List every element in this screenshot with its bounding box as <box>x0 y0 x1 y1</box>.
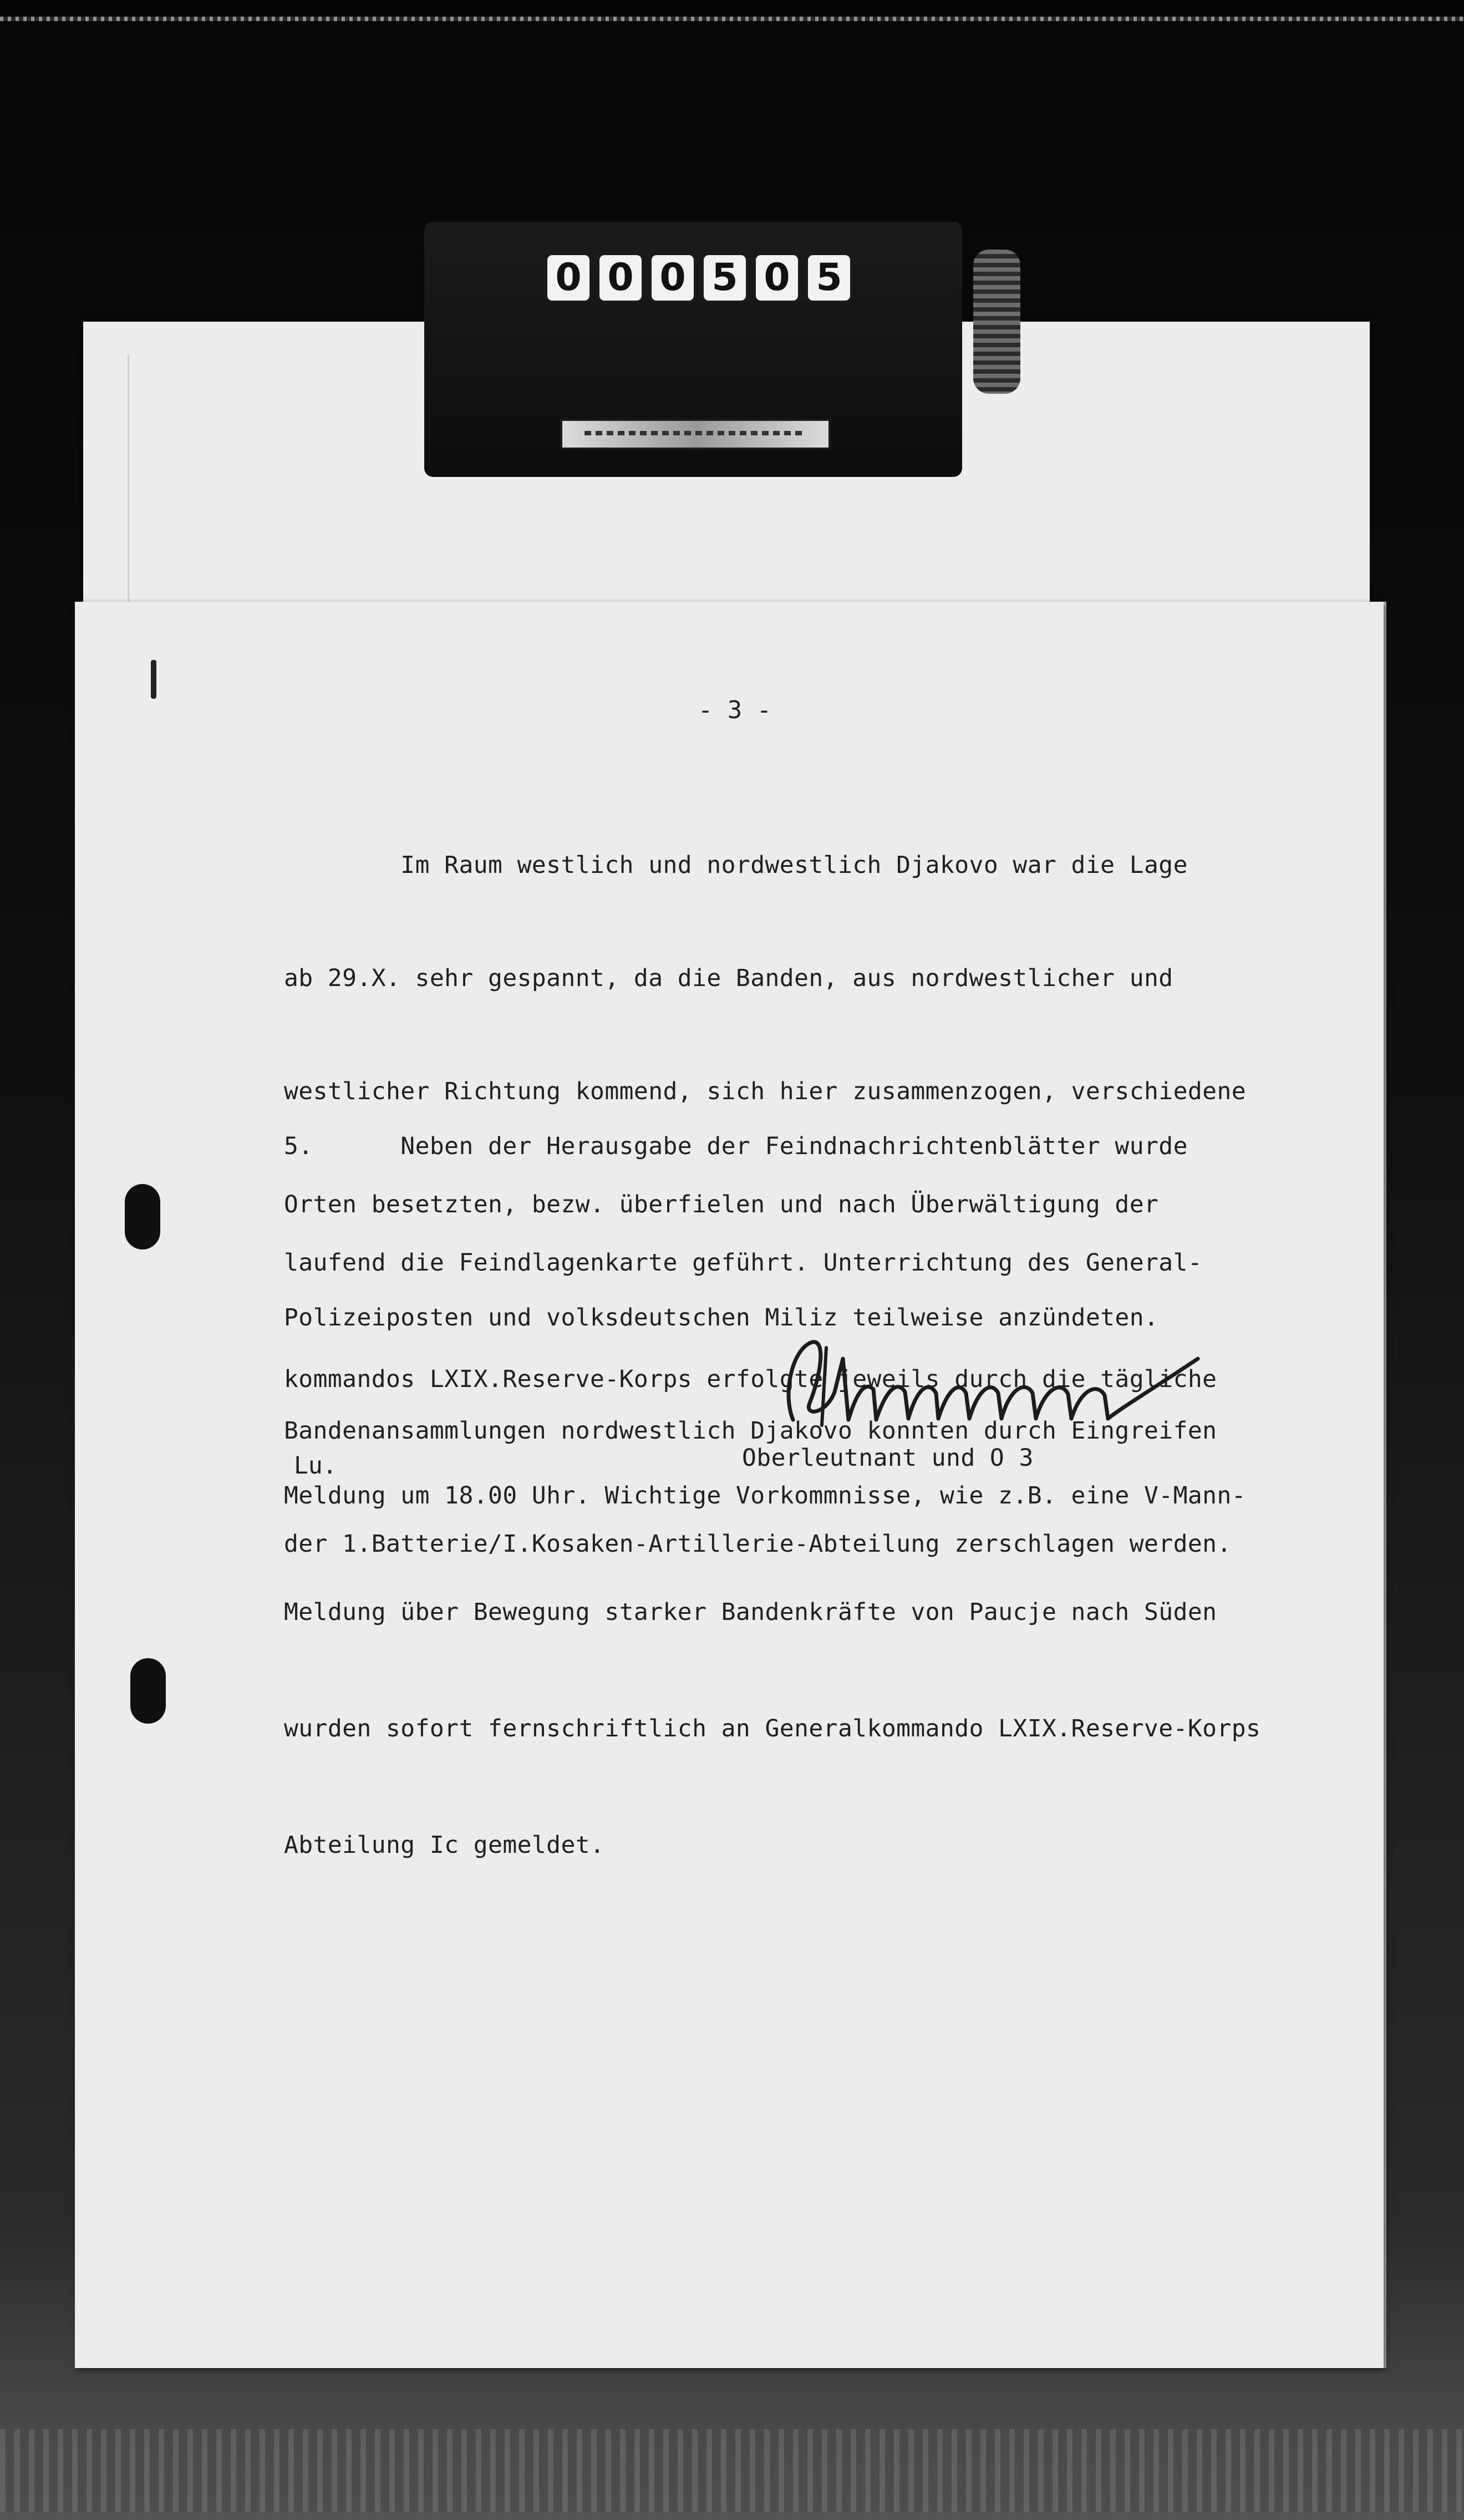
film-edge-top <box>0 17 1464 21</box>
counter-digit: 0 <box>649 252 697 303</box>
text-line: Orten besetzten, bezw. überfielen und nach Überwältigung der <box>284 1191 1159 1218</box>
back-sheet-fold-line <box>128 355 129 621</box>
text-line: ab 29.X. sehr gespannt, da die Banden, aus nordwestlicher und <box>284 964 1173 992</box>
page-number: - 3 - <box>698 696 772 724</box>
text-line: laufend die Feindlagenkarte geführt. Unterrichtung des General- <box>284 1249 1203 1277</box>
pencil-mark <box>151 660 156 699</box>
text-line: wurden sofort fernschriftlich an Generalkommando LXIX.Reserve-Korps <box>284 1715 1261 1742</box>
counter-digit: 5 <box>805 252 853 303</box>
film-edge-bottom <box>0 2429 1464 2512</box>
counter-digit: 0 <box>753 252 801 303</box>
punch-hole-icon <box>130 1658 166 1724</box>
counter-knob-icon <box>973 250 1020 394</box>
counter-label-plate <box>560 419 831 450</box>
text-line: kommandos LXIX.Reserve-Korps erfolgte jeweils durch die tägliche <box>284 1365 1217 1393</box>
counter-digit: 0 <box>597 252 644 303</box>
text-line: Meldung um 18.00 Uhr. Wichtige Vorkommnisse, wie z.B. eine V-Mann- <box>284 1482 1247 1510</box>
handwritten-signature <box>760 1325 1203 1447</box>
text-line: Polizeiposten und volksdeutschen Miliz teilweise anzündeten. <box>284 1304 1159 1332</box>
text-line: Meldung über Bewegung starker Bandenkräfte von Paucje nach Süden <box>284 1598 1217 1626</box>
counter-digits <box>545 252 855 303</box>
signatory-rank: Oberleutnant und O 3 <box>742 1444 1034 1472</box>
text-line: westlicher Richtung kommend, sich hier zusammenzogen, verschiedene <box>284 1078 1247 1105</box>
text-line: Abteilung Ic gemeldet. <box>284 1831 605 1859</box>
counter-digit: 5 <box>701 252 749 303</box>
text-line: Im Raum westlich und nordwestlich Djakovo war die Lage <box>284 851 1188 879</box>
counter-digit: 0 <box>545 252 592 303</box>
text-line: Bandenansammlungen nordwestlich Djakovo konnten durch Eingreifen <box>284 1417 1217 1445</box>
text-line: 5. Neben der Herausgabe der Feindnachrichtenblätter wurde <box>284 1132 1188 1160</box>
typist-initials: Lu. <box>294 1452 337 1480</box>
punch-hole-icon <box>125 1184 160 1249</box>
text-line: der 1.Batterie/I.Kosaken-Artillerie-Abteilung zerschlagen werden. <box>284 1530 1232 1558</box>
paragraph-5 <box>284 1049 1365 1903</box>
